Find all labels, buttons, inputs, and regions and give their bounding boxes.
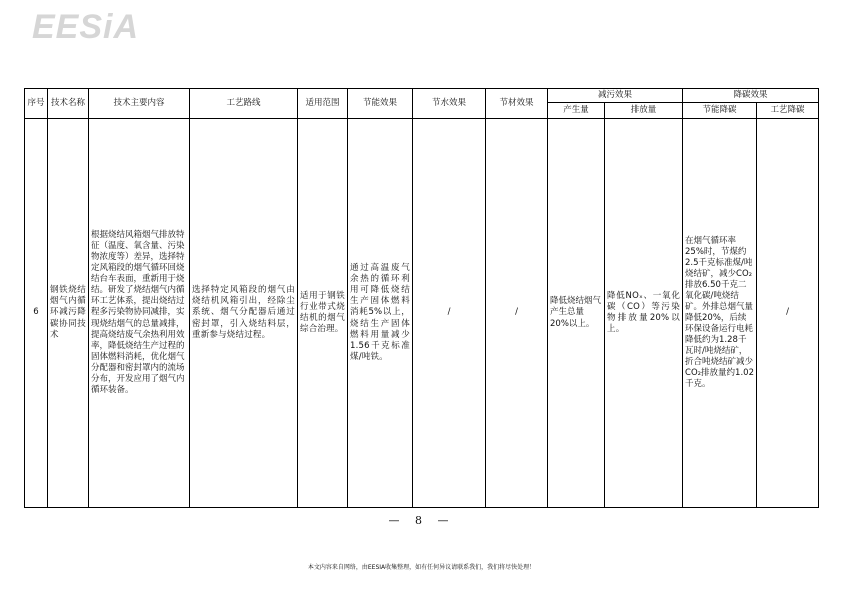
cell-energy: 通过高温废气余热的循环利用可降低烧结生产固体燃料消耗5%以上，烧结生产固体燃料用量减少1.56千克标准煤/吨铁。: [348, 119, 413, 508]
header-carbon: 降碳效果: [683, 89, 819, 103]
header-route: 工艺路线: [190, 89, 298, 119]
header-water: 节水效果: [413, 89, 486, 119]
header-name: 技术名称: [48, 89, 89, 119]
cell-material: /: [486, 119, 548, 508]
table-row: [25, 119, 819, 508]
cell-pollution-emitted: 降低NOₓ、一氧化碳（CO）等污染物排放量20%以上。: [605, 119, 683, 508]
cell-scope: 适用于钢铁行业带式烧结机的烟气综合治理。: [298, 119, 348, 508]
cell-water: /: [413, 119, 486, 508]
eesia-logo: EESiA: [32, 8, 140, 46]
cell-pollution-generated: 降低烧结烟气产生总量20%以上。: [548, 119, 605, 508]
page-number: — 8 —: [388, 514, 455, 527]
header-pollution-emitted: 排放量: [605, 103, 683, 119]
cell-route: 选择特定风箱段的烟气由烧结机风箱引出，经除尘系统、烟气分配器后通过密封罩，引入烧结料层，重新参与烧结过程。: [190, 119, 298, 508]
footer-disclaimer: 本文内容来自网络，由EESIA收集整理，如有任何异议请联系我们，我们将尽快处理！: [307, 564, 536, 571]
header-pollution-generated: 产生量: [548, 103, 605, 119]
header-material: 节材效果: [486, 89, 548, 119]
cell-seq: 6: [25, 119, 48, 508]
technology-table: [24, 88, 819, 508]
header-content: 技术主要内容: [89, 89, 190, 119]
cell-content: 根据烧结风箱烟气排放特征（温度、氧含量、污染物浓度等）差异，选择特定风箱段的烟气循环回烧结台车表面，重新用于烧结。研发了烧结烟气内循环工艺体系，提出烧结过程多污染物协同减排，实现烧结烟气的总量减排，提高烧结废气余热利用效率，降低烧结生产过程的固体燃料消耗，优化烟气分配器和密封罩内的流场分布，开发应用了烟气内循环装备。: [89, 119, 190, 508]
header-carbon-process: 工艺降碳: [757, 103, 819, 119]
header-pollution: 减污效果: [548, 89, 683, 103]
header-energy: 节能效果: [348, 89, 413, 119]
cell-name: 钢铁烧结烟气内循环减污降碳协同技术: [48, 119, 89, 508]
header-seq: 序号: [25, 89, 48, 119]
header-scope: 适用范围: [298, 89, 348, 119]
cell-carbon-process: /: [757, 119, 819, 508]
cell-carbon-energy: 在烟气循环率25%时，节煤约2.5千克标准煤/吨烧结矿，减少CO₂排放6.50千克二氧化碳/吨烧结矿。外排总烟气量降低20%，后续环保设备运行电耗降低约为1.28千瓦时/吨烧结矿，折合吨烧结矿减少CO₂排放量约1.02千克。: [683, 119, 757, 508]
header-carbon-energy: 节能降碳: [683, 103, 757, 119]
